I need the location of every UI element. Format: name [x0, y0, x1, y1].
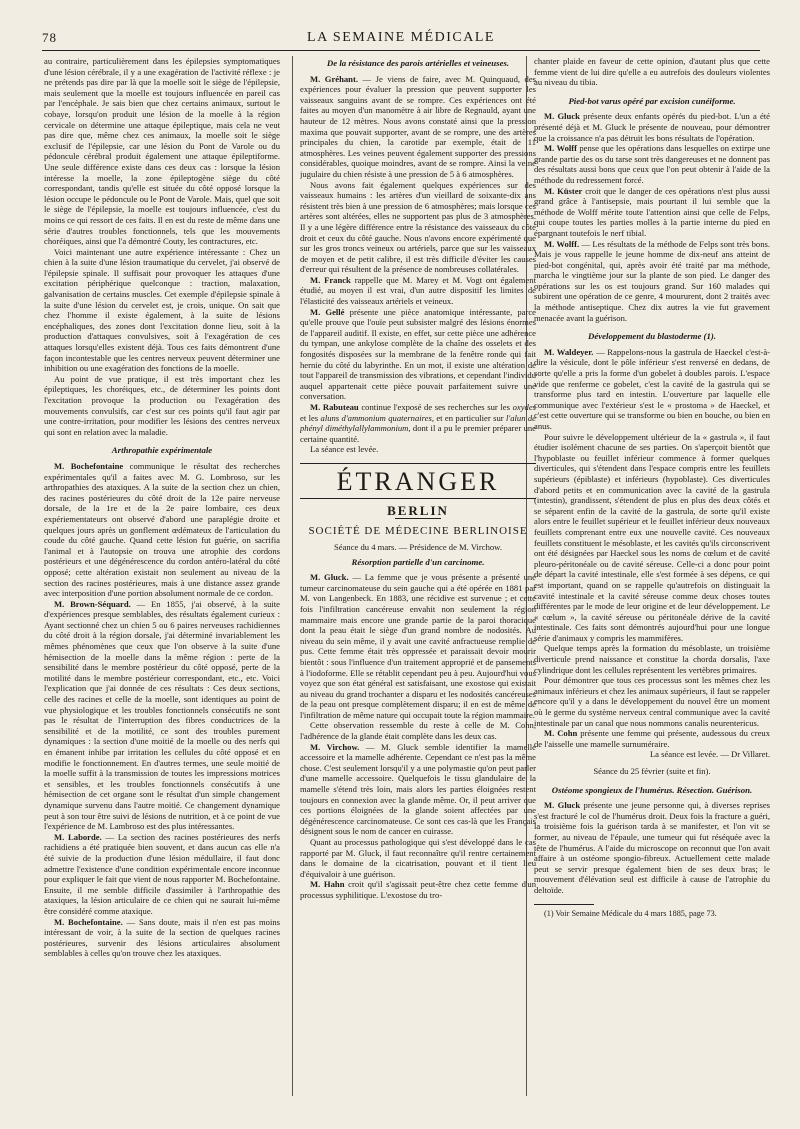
paragraph-text: présente deux enfants opérés du pied-bot. L'un a été présenté déjà et M. Gluck le présente de nouveau, pour démontrer que la croissance n'a pas détruit les bons résultats de l'opération. — [534, 111, 770, 143]
speaker-name: M. Gluck. — [310, 572, 349, 583]
speaker-name: M. Waldeyer. — [544, 346, 594, 357]
speaker-name: M. Hahn — [310, 879, 345, 890]
speaker-name: M. Laborde. — [54, 831, 102, 842]
paragraph — [300, 572, 536, 720]
paragraph-text: présente une pièce anatomique intéressante, parce qu'elle prouve que l'ouïe peut subsister malgré des lésions énormes de l'appareil auditif. Il existe, en effet, sur cette pièce une adhérence du tympan, une ankylose complète de la chaîne des osselets et des fongosités disposées sur la membrane de la fenêtre ronde qui fait hernie du côté du labyrinthe. En un mot, il existe une altération de tout l'appareil de transmission des vibrations, et cependant l'individu auquel appartenait cette pièce pouvait parfaitement suivre une conversation. — [300, 306, 536, 402]
paragraph-text: et les — [300, 412, 321, 423]
paragraph: Quelque temps après la formation du mésoblaste, un troisième diverticule prend naissance et constitue la chorda dorsalis, l'axe cylindrique dont les cellules représentent les vertèbres primaires. — [534, 643, 770, 675]
paragraph-text: pense que les opérations dans lesquelles on extirpe une grande partie des os du tarse sont très dangereuses et ne donnent pas des résultats aussi bons que ceux que l'on peut obtenir à l'aide de la méthode du redressement forcé. — [534, 143, 770, 185]
italic-term: aluns d'ammonium quaternaires — [320, 412, 432, 423]
city-heading: BERLIN — [387, 502, 449, 518]
paragraph-text: croit que le danger de ces opérations n'est plus aussi grand grâce à l'antisepsie, mais pourtant il lui semble que la méthode de Wolff mérite toute l'attention ainsi que celle de Felps, qui coupe toutes les parties molles à la partie interne du pied en épargnant toutefois le nerf tibial. — [534, 185, 770, 238]
journal-title: LA SEMAINE MÉDICALE — [307, 30, 495, 45]
speaker-name: M. Gluck — [544, 111, 580, 122]
paragraph — [534, 239, 770, 324]
paragraph: au contraire, particulièrement dans les épilepsies symptomatiques d'une lésion cérébrale, il y a une exagération de l'activité réflexe : je ne prétends pas dire par là que la moelle soit le siège de l'épilepsie, mais seulement que la moelle est toujours influencée en pareil cas par l'encéphale. Je sais bien que chez certains animaux, surtout le cobaye, lorsqu'on produit une lésion de la moelle à la région cervicale on détermine une attaque épileptique, mais cela ne veut pas dire que, même chez ces animaux, la moelle soit le siège exclusif de l'épilepsie, car une lésion du Pont de Varole ou du pédoncule cérébral produit également une attaque épileptiforme. Une seule différence existe dans ces deux cas : lorsque la lésion intéresse la moelle, la zone épileptogène siège du côté correspondant, tandis qu'elle est située du côté opposé lorsque la lésion occupe le pédoncule ou le Pont de Varole. Mais, quel que soit le siège de l'épilepsie, la moelle est toujours influencée, c'est du moins ce qui ressort de ces faits. Il en est du reste de même dans une série d'autres troubles fonctionnels, tels que les mouvements choréiques, ainsi que l'a démontré Couty, les contractures, etc. — [44, 56, 280, 247]
paragraph: chanter plaide en faveur de cette opinion, d'autant plus que cette femme vient de lui dire qu'elle a eu autrefois des douleurs violentes au niveau du tibia. — [534, 56, 770, 88]
paragraph: Cette observation ressemble du reste à celle de M. Cohn, l'adhérence de la glande était complète dans les deux cas. — [300, 720, 536, 742]
paragraph — [534, 800, 770, 895]
section-heading: Pied-bot varus opéré par excision cunéiforme. — [568, 95, 736, 106]
speaker-name: M. Cohn — [544, 728, 578, 739]
column-left — [44, 56, 280, 1096]
paragraph-text: , et en particulier sur — [431, 412, 506, 423]
paragraph-text: — Je viens de faire, avec M. Quinquaud, des expériences pour évaluer la pression que peuvent supporter les vaisseaux sanguins avant de se rompre. Ces expériences ont été faites au moyen d'un manomètre à air libre de Regnauld, ayant une hauteur de 12 mètres. Nous avons constaté ainsi que la pression maxima que pouvait supporter, avant de se rompre, une des artères principales du chien, la carotide par exemple, était de 11 atmosphères. Les veines peuvent également supporter des pressions considérables, quoique moindres, avant de se rompre. Ainsi la veine jugulaire du chien résiste à une pression de 5 à 6 atmosphères. — [300, 73, 536, 179]
paragraph-text: croit qu'il s'agissait peut-être chez cette femme d'un processus syphilitique. L'exostose du tro- — [300, 879, 536, 900]
paragraph: La séance est levée. — [310, 444, 379, 455]
speaker-name: M. Bochefontaine — [54, 460, 124, 471]
society-heading: SOCIÉTÉ DE MÉDECINE BERLINOISE — [308, 524, 528, 537]
speaker-name: M. Virchow. — [310, 741, 360, 752]
paragraph-text: — La section des racines postérieures des nerfs rachidiens a été pratiquée bien souvent, et dans aucun cas elle n'a été suivie de la production d'une lésion médullaire, il faut donc admettre l'existence d'une condition expérimentale encore inconnue pour expliquer le fait que vient de nous rapporter M. Bochefontaine. Ensuite, il me semble difficile d'assimiler à l'arthropathie des ataxiques, la lésion articulaire de ce chien qui ne saurait lui-même être considéré comme ataxique. — [44, 831, 280, 916]
speaker-name: M. Rabuteau — [310, 402, 359, 412]
paragraph — [534, 186, 770, 239]
session-line: Séance du 4 mars. — Présidence de M. Virchow. — [334, 541, 502, 552]
speaker-name: M. Gluck — [544, 800, 581, 811]
paragraph: Voici maintenant une autre expérience intéressante : Chez un chien à la suite d'une lésion traumatique du cervelet, j'ai observé de l'épilepsie spinale. Il suffisait pour provoquer les attaques d'une excitation périphérique quelconque : traction, malaxation, galvanisation de certains muscles. Cet exemple d'épilepsie spinale à la suite d'une lésion du cervelet est, je crois, unique. On sait que chez l'homme il existe également, à la suite de lésions encéphaliques, des zones dont l'excitation donne lieu, soit à la production d'attaques convulsives, soit à l'exagération de ces attaques lorsqu'elles existent déjà. Tous ces faits démontrent d'une façon incontestable que les centres nerveux peuvent déterminer une inhibition ou une exagération des fonctions de la moelle. — [44, 246, 280, 374]
paragraph-text: communique le résultat des recherches expérimentales qu'il a faites avec M. G. Lombroso, sur les arthropathies des ataxiques. A la suite de la section chez un chien, des racines postérieures du côté droit de la 12e paire nerveuse dorsale, de la 1re et de la 2e paire lombaire, ces deux expériementateurs ont observé d'abord une paraplégie droite et quelques jours après un gonflement œdémateux de l'articulation du coude du côté gauche. Quand cette lésion fut guérie, on sacrifia l'animal et à l'autopsie on trouva une atrophie des cordons postérieurs et une dégénérescence du cordon antéro-latéral du côté opposé; cette altération existait non seulement au niveau de la section des racines postérieures, mais à une distance assez grande avec interposition d'une portion absolument normale de ce cordon. — [44, 460, 280, 599]
footnote-rule — [534, 904, 594, 905]
column-right — [534, 56, 770, 1096]
paragraph-text: — Sans doute, mais il n'en est pas moins intéressant de voir, à la suite de la section de quelques racines postérieures, survenir des lésions articulaires absolument semblables à celles qu'on trouve chez les ataxiques. — [44, 916, 280, 959]
paragraph-text: — En 1855, j'ai observé, à la suite d'expériences presque semblables, des résultats également curieux : Ayant sectionné chez un chien 5 ou 6 paires nerveuses rachidiennes du côté droit à la région dorsale, j'ai déterminé invariablement les mêmes phénomènes que ceux que l'on observe à la suite d'une hémisection de la moelle dans la même région : perte de la sensibilité dans le membre postérieur du côté opposé, perte de la motilité dans le membre postérieur correspondant, etc., etc. Voici l'explication que j'ai donnée de ces résultats : Ces deux sections, celle des racines et celle de la moelle, sont identiques au point de vue physiologique et les troubles fonctionnels consécutifs ne sont pas le résultat de l'interruption des fibres conductrices de la sensibilité et de la motilité, ce sont des troubles purement dynamiques : la section d'une moitié de la moelle ou des nerfs qui en émanent inhibe par irritation les cellules du côté opposé et en modifie le fonctionnement. En d'autres termes, une seule moitié de la moelle suffit à la transmission de toutes les impressions motrices et sensibles, et les troubles fonctionnels consécutifs à une hémisection de cet organe sont le résultat d'un simple changement dynamique survenu dans l'autre moitié. Ce changement dynamique peut à son tour être suivi de lésions de nutrition, et à ce point de vue l'expérience de M. Lambroso est des plus intéressantes. — [44, 598, 280, 832]
paragraph-text: rappelle que M. Marey et M. Vogt ont également étudié, au moyen il est vrai, d'un autre dispositif les limites de l'élasticité des vaisseaux artériels et veineux. — [300, 274, 536, 307]
section-title-etranger: ÉTRANGER — [300, 463, 536, 499]
paragraph-text: — Les résultats de la méthode de Felps sont très bons. Mais je vous rappelle le jeune homme de dix-neuf ans atteint de pied-bot congénital, qui, après avoir été traité par ma méthode, marcha le vingtième jour sur la plante de son pied. Le danger des opérations sur les os est toujours grand. Sur 160 malades qui subirent une opération de ce genre, 4 moururent, dont 2 traités avec la méthode antiseptique. Chez dix autres la vie fut gravement menacée avant la guérison. — [534, 238, 770, 323]
paragraph — [534, 143, 770, 185]
paragraph — [300, 742, 536, 837]
speaker-name: M. Küster — [544, 185, 583, 196]
paragraph — [300, 74, 536, 180]
paragraph: Quant au processus pathologique qui s'est développé dans le cas rapporté par M. Gluck, il faut reconnaître qu'il rentre certainement dans le domaine de la cicatrisation, pouvant et il tient lieu d'équivaloir à une guérison. — [300, 837, 536, 879]
paragraph — [44, 461, 280, 599]
paragraph — [300, 275, 536, 307]
page-header — [42, 30, 760, 52]
paragraph — [44, 599, 280, 832]
speaker-name: M. Bochefontaine. — [54, 916, 123, 927]
paragraph-text: présente une femme qui présente, audessous du creux de l'aisselle une mamelle surnuméraire. — [534, 728, 770, 749]
paragraph — [44, 832, 280, 917]
speaker-name: M. Gellé — [310, 306, 345, 317]
speaker-name: M. Brown-Séquard. — [54, 598, 131, 609]
speaker-name: M. Wolff — [544, 143, 577, 154]
header-rule — [42, 50, 760, 51]
paragraph-text: — Rappelons-nous la gastrula de Haeckel c'est-à-dire la vésicule, dont le pôle inférieur s'est renversé en dedans, de sorte qu'elle a pris la forme d'un gobelet à doubles parois. L'espace vide que renferme ce gobelet, c'est la cavité de la gastrula qui se transforme plus tard en intestin. L'ouverture par laquelle elle communique avec l'extérieur s'est le « prostoma » de Haeckel, et c'est cette ouverture qui se transforme ou bien en bouche, ou bien en anus. — [534, 346, 770, 431]
italic-term: oxydes — [512, 402, 536, 412]
paragraph-text: continue l'exposé de ses recherches sur les — [361, 402, 513, 412]
session-line: Séance du 25 février (suite et fin). — [593, 766, 711, 776]
section-heading: Développement du blastoderme (1). — [587, 331, 717, 342]
section-heading: Résorption partielle d'un carcinome. — [351, 556, 485, 567]
speaker-name: M. Wolff. — [544, 238, 580, 249]
paragraph-text: — La femme que je vous présente a présenté une tumeur carcinomateuse du sein gauche qui a été opérée en 1881 par M. von Langenbeck. En 1883, une récidive est survenue ; et cette fois l'infiltration cancéreuse envahit non seulement la région mammaire mais encore une grande partie de la paroi thoracique dont la peau était le siège d'un grand nombre de nodosités. Au niveau du sein même, il y avait une cavité anfractueuse remplie de pus. Cette femme était très oppressée et paraissait devoir mourir bientôt : sous l'influence d'un traitement approprié et de pansements à l'iodoforme. Elle se rétablit cependant peu à peu. Aujourd'hui vous voyez que son état général est satisfaisant, une exostose qui existait au niveau du grand trochanter a disparu et les nodosités cancéreuses de la peau ont presque complètement disparu; il en est de même de l'infiltration de même nature qui occupait toute la région mammaire. — [300, 572, 536, 720]
signature-line: La séance est levée. — Dr Villaret. — [649, 749, 770, 760]
section-heading: Ostéome spongieux de l'humérus. Résection. Guérison. — [551, 784, 753, 795]
paragraph — [300, 307, 536, 402]
speaker-name: M. Franck — [310, 274, 351, 285]
paragraph-text: présente une jeune personne qui, à diverses reprises s'est fracturé le col de l'humérus droit. Deux fois la fracture a guéri, la troisième fois la guérison tarda à se manifester, et l'on vit se former, au niveau de l'épaule, une tumeur qui fut réséquée avec la tête de l'humérus. A l'aide du microscope on reconnut que l'on avait affaire à un ostéome spongio-fibreux. Actuellement cette malade peut se servir presque également bien de ses deux bras; le mouvement d'élévation seul est difficile à cause de l'atrophie du deltoïde. — [534, 800, 770, 895]
paragraph — [300, 402, 536, 444]
page-number: 78 — [42, 30, 57, 45]
paragraph-text: , dont il a pu le premier préparer une certaine quantité. — [300, 423, 536, 444]
paragraph: Au point de vue pratique, il est très important chez les épileptiques, les choréiques, etc., de déterminer les points dont l'excitation provoque la production ou l'exagération des mouvements convulsifs, car c'est sur ces points qu'il faut agir par une contre-irritation, pour modifier les lésions des centres nerveux qui sont en relation avec la maladie. — [44, 373, 280, 437]
divider — [395, 518, 441, 519]
paragraph-text: — M. Gluck semble identifier la mamelle accessoire et la mamelle adhérente. Cependant ce n'est pas la même chose. C'est seulement lorsqu'il y a une polymastie qu'on peut parler d'une mamelle accessoire. Quelquefois le tissu glandulaire de la mamelle s'étend très loin, mais alors les parties éloignées restent toujours en connexion avec la glande même. Or, il peut arriver que ces portions éloignées de la glande soient affectées par une dégénérescence carcinomateuse. Ce sont ces cas-là que les Français désignent sous le nom de cancer en cuirasse. — [300, 741, 536, 837]
paragraph — [534, 347, 770, 432]
column-rule — [292, 56, 293, 1096]
speaker-name: M. Gréhant. — [310, 73, 358, 84]
paragraph: Pour suivre le développement ultérieur de la « gastrula », il faut étudier isolément chacune de ses parties. On s'aperçoit bientôt que l'hypoblaste ou feuillet inférieur commence à former quelques diverticules, qui s'étendent dans l'espace compris entre les feuillets supérieurs (épiblaste) et inférieurs (hypoblaste). Ces diverticules d'abord petits et en communication avec la cavité de la gastrula (intestin), grandissent, s'étendent de plus en plus des deux côtés et se séparent enfin de la cavité de la gastrula, de sorte qu'il existe alors entre le feuillet supérieur et le feuillet inférieur deux nouveaux feuillets comprenant entre eux une nouvelle cavité. Ces nouveaux feuillets constituent le mésoblaste, et les cavités qu'ils circonscrivent ont été désignées par Haeckel sous les noms de cœlum et de cavité pleuro-péritonéale ou de cavité séreuse. Celle-ci a donc pour point de départ la cavité intestinale, elle s'est formée à ses dépens, ce qui est important, quand on se rappelle qu'autrefois on distinguait la cavité intestinale et la cavité séreuse comme deux choses toutes différentes par le mode de leur origine et de leur développement. Le « cœlum », la cavité séreuse ou péritonéale dérive de la cavité intestinale. Ces faits sont démontrés aujourd'hui pour une longue série d'animaux y compris les mammifères. — [534, 431, 770, 643]
paragraph — [534, 111, 770, 143]
italic-term: l'alun de phényl diméthylallylammonium — [300, 412, 536, 434]
paragraph — [44, 917, 280, 959]
column-middle — [300, 56, 536, 1096]
footnote: (1) Voir Semaine Médicale du 4 mars 1885, page 73. — [544, 908, 717, 918]
paragraph: Nous avons fait également quelques expériences sur des vaisseaux humains : les artères d'un vieillard de soixante-dix ans résistent très bien à une pression de 6 atmosphères; mais lorsque ces artères sont altérées, elles ne supportent pas plus de 3 atmosphères. Il y a une légère différence entre la résistance des vaisseaux du côté droit et ceux du côté gauche. Nous n'avons encore expérimenté que sur les gros troncs veineux ou artériels, parce que sur les vaisseaux de moyen et de petit calibre, il est très difficile d'éviter les causes d'erreur qui résultent de la présence de nombreuses collatérales. — [300, 179, 536, 275]
paragraph — [534, 728, 770, 749]
paragraph: Pour démontrer que tous ces processus sont les mêmes chez les animaux inférieurs et chez les animaux supérieurs, il faut se rappeler encore qu'il y a dans le développement du nouvel être un moment où le germe du système nerveux central communique avec la cavité intestinale par un canal que nous nommons canalis neurentericus. — [534, 675, 770, 728]
paragraph — [300, 879, 536, 900]
section-heading: Arthropathie expérimentale — [111, 445, 213, 456]
section-heading: De la résistance des parois artérielles et veineuses. — [326, 58, 510, 68]
